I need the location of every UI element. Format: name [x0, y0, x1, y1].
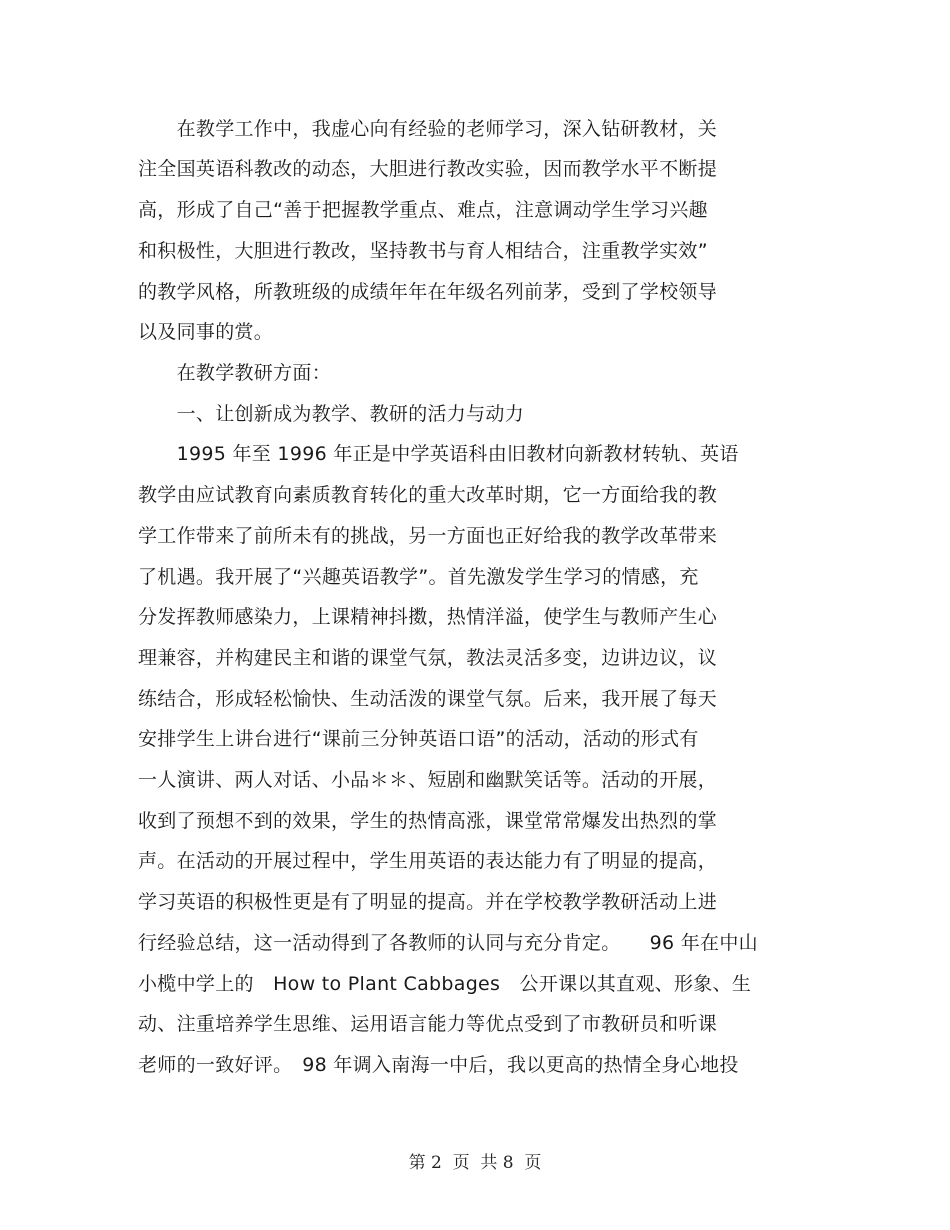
paragraph-line: 小榄中学上的 How to Plant Cabbages 公开课以其直观、形象、生	[138, 973, 752, 995]
paragraph-line: 的教学风格，所教班级的成绩年年在年级名列前茅，受到了学校领导	[138, 281, 718, 303]
paragraph-line: 练结合，形成轻松愉快、生动活泼的课堂气氛。后来，我开展了每天	[138, 688, 718, 710]
page-number-footer: 第 2 页 共 8 页	[408, 1153, 542, 1173]
paragraph-line: 行经验总结，这一活动得到了各教师的认同与充分肯定。 96 年在中山	[138, 932, 758, 954]
paragraph-line: 声。在活动的开展过程中，学生用英语的表达能力有了明显的提高，	[138, 850, 718, 872]
section-heading: 在教学教研方面：	[138, 362, 332, 384]
paragraph-line: 以及同事的赏。	[138, 321, 274, 343]
paragraph-line: 一人演讲、两人对话、小品＊＊、短剧和幽默笑话等。活动的开展，	[138, 769, 718, 791]
paragraph-line: 教学由应试教育向素质教育转化的重大改革时期，它一方面给我的教	[138, 484, 718, 506]
subsection-heading: 一、让创新成为教学、教研的活力与动力	[138, 403, 525, 425]
paragraph-line: 学工作带来了前所未有的挑战，另一方面也正好给我的教学改革带来	[138, 525, 718, 547]
paragraph-line: 安排学生上讲台进行“课前三分钟英语口语”的活动，活动的形式有	[138, 728, 699, 750]
paragraph-line: 了机遇。我开展了“兴趣英语教学”。首先激发学生学习的情感，充	[138, 566, 699, 588]
paragraph-line: 分发挥教师感染力，上课精神抖擞，热情洋溢，使学生与教师产生心	[138, 606, 718, 628]
paragraph-line: 理兼容，并构建民主和谐的课堂气氛，教法灵活多变，边讲边议，议	[138, 647, 718, 669]
paragraph-line: 学习英语的积极性更是有了明显的提高。并在学校教学教研活动上进	[138, 891, 718, 913]
paragraph-line: 老师的一致好评。 98 年调入南海一中后，我以更高的热情全身心地投	[138, 1054, 739, 1076]
paragraph-line: 收到了预想不到的效果，学生的热情高涨，课堂常常爆发出热烈的掌	[138, 810, 718, 832]
paragraph-line: 注全国英语科教改的动态，大胆进行教改实验，因而教学水平不断提	[138, 158, 718, 180]
paragraph-line: 和积极性，大胆进行教改，坚持教书与育人相结合，注重教学实效”	[138, 240, 708, 262]
paragraph-line: 1995 年至 1996 年正是中学英语科由旧教材向新教材转轨、英语	[138, 443, 739, 465]
paragraph-line: 在教学工作中，我虚心向有经验的老师学习，深入钻研教材，关	[138, 118, 718, 140]
paragraph-line: 高，形成了自己“善于把握教学重点、难点，注意调动学生学习兴趣	[138, 199, 708, 221]
paragraph-line: 动、注重培养学生思维、运用语言能力等优点受到了市教研员和听课	[138, 1013, 718, 1035]
